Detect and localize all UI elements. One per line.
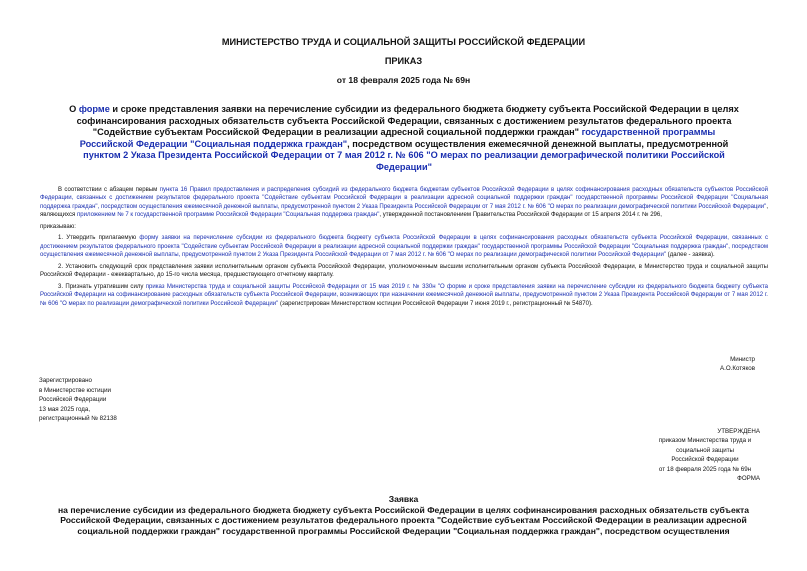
ministry-heading: МИНИСТЕРСТВО ТРУДА И СОЦИАЛЬНОЙ ЗАЩИТЫ РОССИЙСКОЙ ФЕДЕРАЦИИ (221, 37, 586, 47)
paragraph-item-2: 2. Установить следующий срок представления заявки исполнительным органом субъекта Российской Федерации, уполномоченным высшим исполнительным органом субъекта Российской Федерации, в Министерство труда и социальной защиты Российской Федерации - ежеквартально, до 15-го числа месяца, предшествующего отчетному кварталу. (40, 263, 768, 279)
paragraph-item-3 (40, 283, 768, 308)
registration-line: регистрационный № 82138 (39, 415, 117, 423)
title-text: О (69, 104, 79, 114)
text: 1. Утвердить прилагаемую (58, 235, 140, 242)
text: , утвержденной постановлением Правительства Российской Федерации от 15 апреля 2014 г. № 296, (379, 211, 662, 218)
paragraph-item-1 (40, 234, 768, 259)
title-link-program[interactable]: государственной программы Российской Федерации "Социальная поддержка граждан" (79, 127, 716, 149)
signature-block (720, 355, 755, 373)
text: (далее - заявка). (666, 252, 715, 259)
text: 3. Признать утратившим силу (58, 283, 146, 290)
link-form[interactable]: форму заявки на перечисление субсидии из федерального бюджета бюджету субъекта Российской Федерации в целях софинансирования расходных обязательств субъекта Российской Федерации, связанных с достижением результатов федерального проекта "Содействие субъектам Российской Федерации в реализации адресной социальной поддержки граждан" государственной программы Российской Федерации "Социальная поддержка граждан", посредством осуществления ежемесячной денежной выплаты, предусмотренной пунктом 2 Указа Президента Российской Федерации от 7 мая 2012 г. № 606 "О мерах по реализации демографической политики Российской Федерации" (40, 235, 768, 259)
form-heading-text: на перечисление субсидии из федерального бюджета бюджету субъекта Российской Федерации в целях софинансирования расходных обязательств субъекта Российской Федерации, связанных с достижением результатов федерального проекта "Содействие субъектам Российской Федерации в реализации адресной социальной поддержки граждан" государственной программы Российской Федерации "Социальная поддержка граждан", посредством осуществления (57, 504, 750, 536)
link-order-330n[interactable]: приказ Министерства труда и социальной защиты Российской Федерации от 15 мая 2019 г. № 330н "О форме и сроке представления заявки на перечисление субсидии из федерального бюджета бюджету субъекта Российской Федерации на софинансирование расходных обязательств субъекта Российской Федерации, возникающих при назначении ежемесячной денежной выплаты, предусмотренной пунктом 2 Указа Президента Российской Федерации от 7 мая 2012 г. № 606 "О мерах по реализации демографической политики Российской Федерации" (40, 283, 769, 307)
approved-label: УТВЕРЖДЕНА (717, 428, 760, 435)
signer-name: А.О.Котяков (720, 365, 755, 372)
link-rules-p16[interactable]: пункта 16 Правил предоставления и распределения субсидий из федерального бюджета бюджетам субъектов Российской Федерации в целях софинансирования расходных обязательств субъектов Российской Федерации, связанных с достижением результатов федерального проекта "Содействие субъектам Российской Федерации в реализации адресной социальной поддержки граждан" государственной программы Российской Федерации "Социальная поддержка граждан", посредством осуществления ежемесячной денежной выплаты, предусмотренной пунктом 2 Указа Президента Российской Федерации от 7 мая 2012 г. № 606 "О мерах по реализации демографической политики Российской Федерации" (40, 187, 768, 210)
doc-type-heading: ПРИКАЗ (384, 56, 423, 66)
text: (зарегистрирован Министерством юстиции Российской Федерации 7 июня 2019 г., регистрационный № 54870). (278, 300, 593, 307)
order-body (40, 186, 768, 311)
registration-line: Российской Федерации (39, 396, 107, 404)
link-appendix-7[interactable]: приложением № 7 к государственной программе Российской Федерации "Социальная поддержка граждан" (76, 211, 380, 218)
approval-line: от 18 февраля 2025 года № 69н (658, 465, 752, 473)
form-title (38, 494, 769, 536)
order-title (68, 104, 740, 174)
form-label: ФОРМА (737, 475, 760, 483)
signer-position: Министр (730, 356, 755, 363)
approval-line: приказом Министерства труда и (658, 437, 752, 445)
registration-block (39, 376, 117, 424)
approval-block (650, 427, 760, 483)
approval-line: Российской Федерации (671, 456, 739, 464)
registration-line: 13 мая 2025 года, (39, 405, 91, 413)
title-link-decree[interactable]: пунктом 2 Указа Президента Российской Федерации от 7 мая 2012 г. № 606 "О мерах по реализации демографической политики Российской Федерации" (83, 150, 725, 172)
text: , являющихся (40, 203, 768, 218)
title-link-form[interactable]: форме (78, 104, 110, 114)
paragraph-order-word: приказываю: (40, 223, 76, 230)
text: В соответствии с абзацем первым (58, 187, 160, 193)
form-heading: Заявка (388, 494, 419, 504)
date-number: от 18 февраля 2025 года № 69н (336, 75, 471, 85)
approval-line: социальной защиты (675, 446, 735, 454)
title-text: и сроке представления заявки на перечисление субсидии из федерального бюджета бюджету субъекта Российской Федерации в целях софинансирования расходных обязательств субъекта Российской Федерации, связанных с достижением результатов федерального проекта "Содействие субъектам Российской Федерации в реализации адресной социальной поддержки граждан" (76, 104, 739, 138)
title-text: , посредством осуществления ежемесячной денежной выплаты, предусмотренной (347, 138, 729, 149)
registration-line: в Министерстве юстиции (39, 386, 112, 394)
registration-line: Зарегистрировано (39, 377, 92, 384)
paragraph-preamble (40, 186, 768, 219)
